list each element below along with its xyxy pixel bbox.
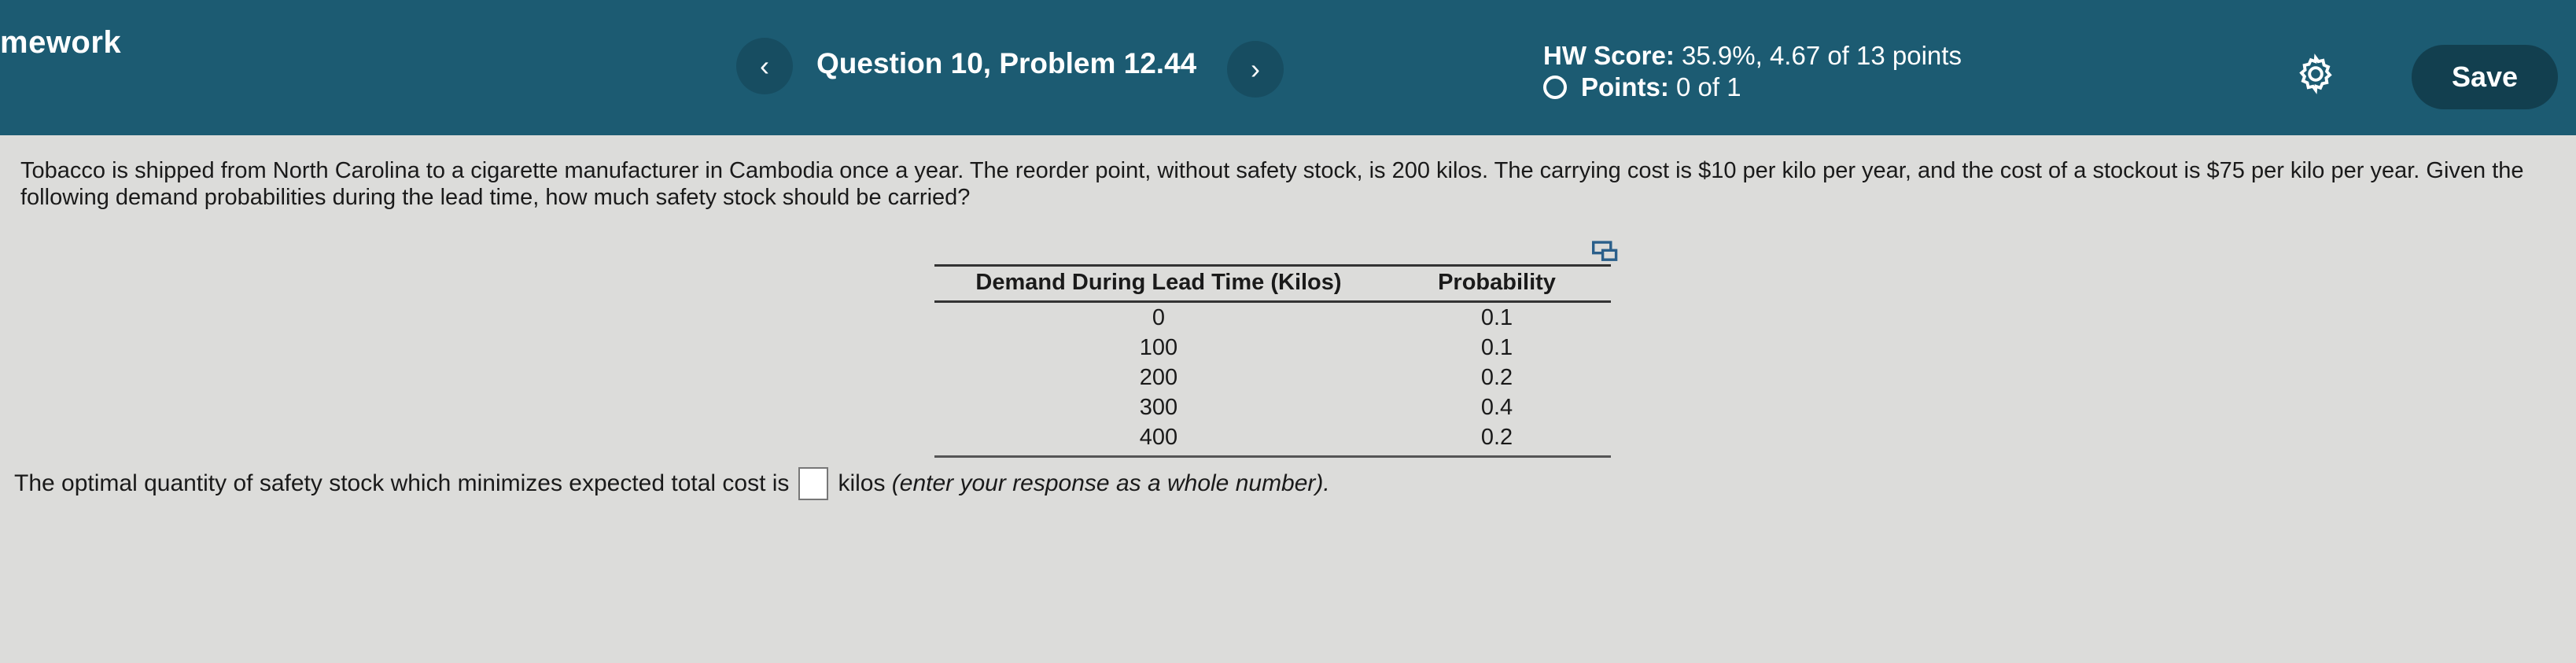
answer-line <box>14 467 1330 500</box>
app-title: mework <box>0 25 122 60</box>
probability-cell: 0.2 <box>1383 422 1611 457</box>
safety-stock-answer-input[interactable] <box>798 467 828 500</box>
points-label: Points: <box>1581 72 1669 101</box>
probability-cell: 0.4 <box>1480 395 1513 420</box>
demand-table <box>934 264 1611 458</box>
chevron-left-icon: ‹ <box>760 50 769 82</box>
table-row <box>934 422 1611 457</box>
header-probability: Probability <box>1383 266 1611 302</box>
answer-prefix: The optimal quantity of safety stock which minimizes expected total cost is <box>14 470 790 496</box>
table-row <box>934 333 1611 363</box>
table-header-row <box>934 266 1611 302</box>
demand-cell: 400 <box>934 422 1383 457</box>
demand-cell: 0 <box>1152 305 1166 330</box>
demand-cell: 200 <box>1139 365 1178 390</box>
next-question-button[interactable] <box>1227 41 1284 98</box>
demand-cell: 300 <box>1139 395 1178 420</box>
question-title: Question 10, Problem 12.44 <box>816 47 1197 79</box>
answer-hint: (enter your response as a whole number). <box>891 470 1330 496</box>
chevron-right-icon: › <box>1251 53 1260 85</box>
points <box>1543 72 1741 102</box>
previous-question-button[interactable] <box>736 38 793 94</box>
header-demand: Demand During Lead Time (Kilos) <box>934 266 1383 302</box>
problem-statement: Tobacco is shipped from North Carolina to a cigarette manufacturer in Cambodia once a year. The reorder point, without safety stock, is 200 kilos. The carrying cost is $10 per kilo per year, and the cost of a stockout is $75 per kilo per year. Given the following demand probabilities during the lead time, how much safety stock should be carried? <box>20 158 2524 210</box>
top-bar <box>0 0 2576 135</box>
table-row <box>934 363 1611 392</box>
hw-score-value: 35.9%, 4.67 of 13 points <box>1682 41 1962 70</box>
save-button[interactable]: Save <box>2412 45 2558 109</box>
table-row <box>934 392 1611 422</box>
probability-cell: 0.2 <box>1480 365 1513 390</box>
table-row <box>934 302 1611 333</box>
points-value: 0 of 1 <box>1676 72 1741 101</box>
hw-score-label: HW Score: <box>1543 41 1675 70</box>
probability-cell: 0.1 <box>1480 335 1513 360</box>
circle-status-icon <box>1543 76 1567 99</box>
demand-cell: 100 <box>1139 335 1178 360</box>
copy-table-icon[interactable] <box>1592 241 1619 263</box>
gear-icon[interactable] <box>2295 53 2336 94</box>
answer-suffix: kilos <box>838 470 886 496</box>
hw-score <box>1543 41 1962 71</box>
probability-cell: 0.1 <box>1480 305 1513 330</box>
